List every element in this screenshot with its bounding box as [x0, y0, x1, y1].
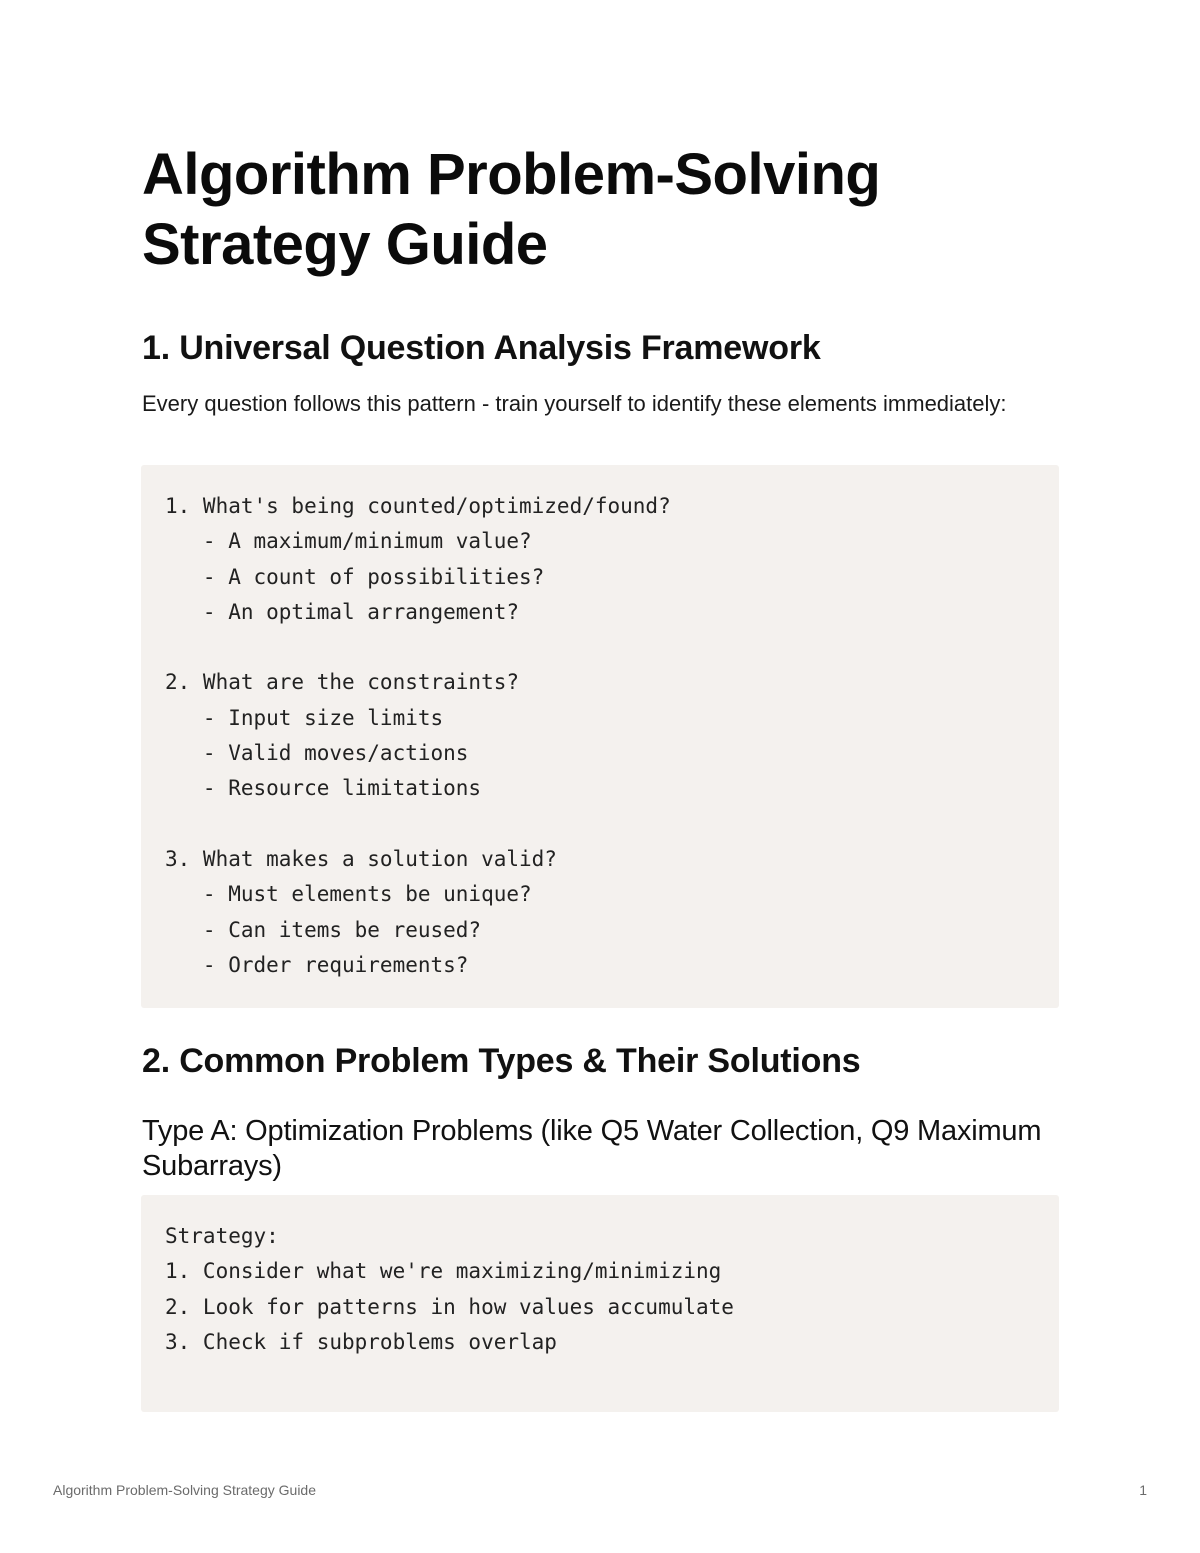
code-line: 2. What are the constraints? [165, 670, 520, 695]
code-line: - Input size limits [165, 705, 444, 730]
code-line: 3. What makes a solution valid? [165, 846, 557, 871]
code-line: - Valid moves/actions [165, 741, 469, 766]
code-line: - A maximum/minimum value? [165, 529, 532, 554]
code-line: 1. Consider what we're maximizing/minimizing [165, 1259, 722, 1284]
code-line: 3. Check if subproblems overlap [165, 1329, 557, 1354]
code-block-optimization-strategy [141, 1195, 1059, 1412]
section-heading-2: 2. Common Problem Types & Their Solutions [142, 1042, 861, 1080]
section-intro-paragraph: Every question follows this pattern - train yourself to identify these elements immediately: [142, 391, 1007, 416]
code-line: 2. Look for patterns in how values accumulate [165, 1294, 734, 1319]
code-line [165, 630, 1035, 665]
code-line: - Can items be reused? [165, 917, 482, 942]
footer-page-number: 1 [1139, 1482, 1147, 1498]
section-heading-1: 1. Universal Question Analysis Framework [142, 329, 821, 367]
subsection-heading-type-a: Type A: Optimization Problems (like Q5 Water Collection, Q9 Maximum Subarrays) [142, 1115, 1042, 1182]
code-block-analysis-framework [141, 465, 1059, 1008]
code-line: - Order requirements? [165, 952, 469, 977]
code-line: - A count of possibilities? [165, 564, 545, 589]
code-line: - Must elements be unique? [165, 882, 532, 907]
code-line [165, 807, 1035, 842]
footer-document-title: Algorithm Problem-Solving Strategy Guide [53, 1482, 317, 1498]
code-line: 1. What's being counted/optimized/found? [165, 494, 671, 518]
code-line: Strategy: [165, 1224, 279, 1248]
page-title: Algorithm Problem-Solving Strategy Guide [142, 142, 881, 277]
code-line: - Resource limitations [165, 776, 482, 801]
code-line: - An optimal arrangement? [165, 599, 520, 624]
